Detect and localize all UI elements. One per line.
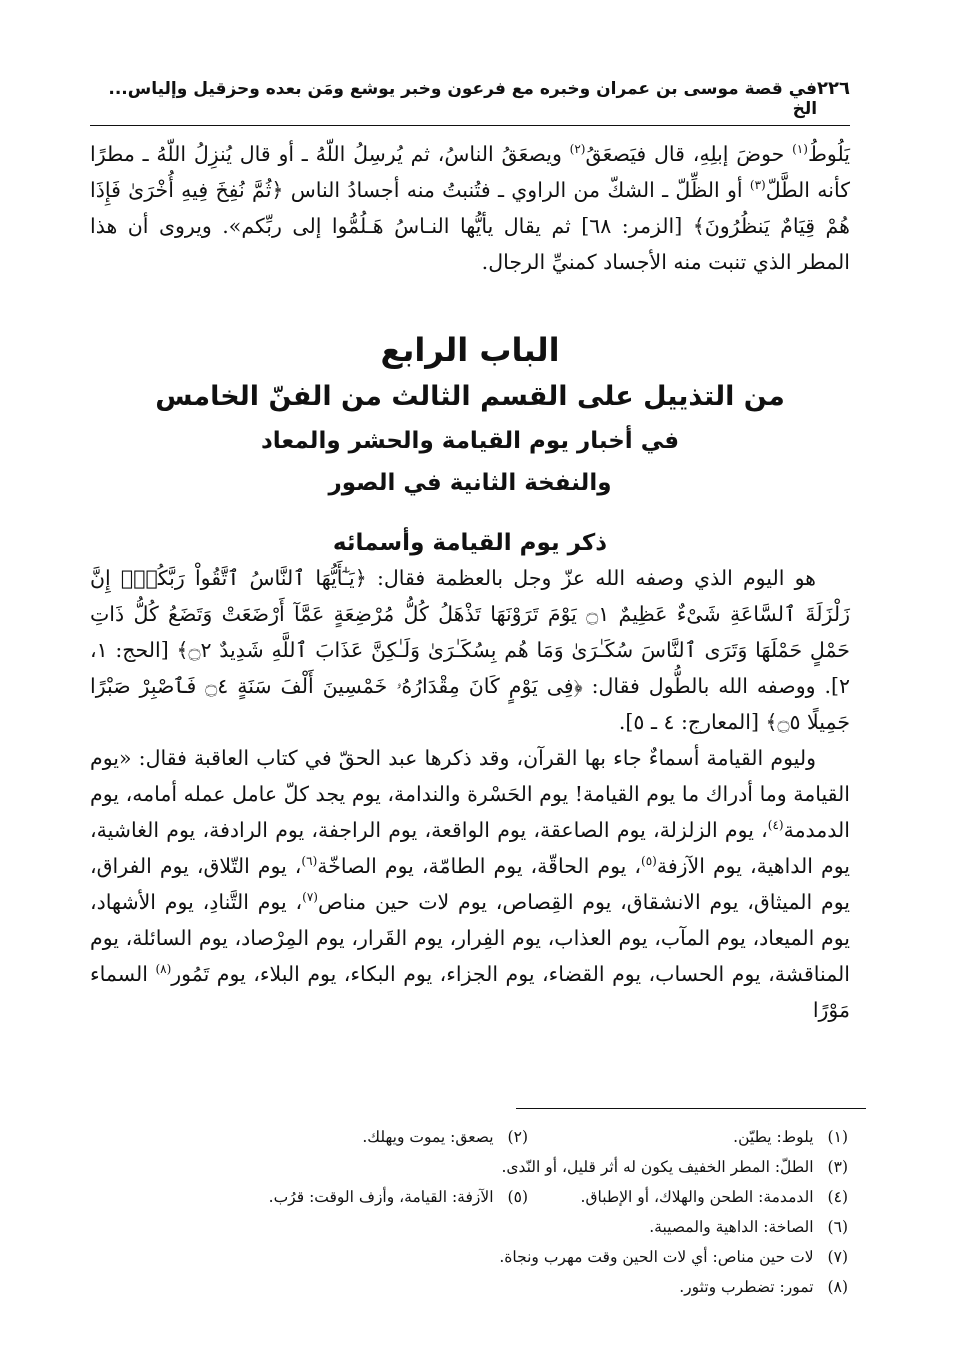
footnote-divider	[516, 1108, 866, 1109]
chapter-heading	[90, 326, 850, 504]
intro-text	[90, 136, 850, 280]
footnote-text: الطلّ: المطر الخفيف يكون له أثر قليل، أو النّدى.	[501, 1158, 814, 1176]
footnote-ref: (٢)	[569, 142, 586, 157]
chapter-subtitle: من التذييل على القسم الثالث من الفنّ الخامس	[155, 381, 785, 412]
footnotes	[106, 1122, 848, 1302]
running-title: في قصة موسى بن عمران وخبره مع فرعون وخبر يوشع ومَن بعده وحزقيل وإلياس... الخ	[108, 79, 818, 119]
text-run: ، يوم التّلاق، يوم الفراق، يوم الميثاق، يوم الانشقاق، يوم القِصاص، يوم لات حين مناص	[90, 854, 850, 914]
footnote-ref: (١)	[792, 142, 808, 157]
footnote-ref: (٦)	[301, 854, 318, 869]
text-run: أو الظِّلّ ـ الشكّ من الراوي ـ فتُنبتُ منه أجسادُ الناس ﴿ثُمَّ نُفِخَ فِيهِ أُخْرَىٰ فَإِذَا هُمْ قِيَامٌ يَنظُرُونَ﴾ [الزمر: ٦٨] ثم يقال يأيُّها النـاسُ هَـلُمُّوا إلى ربِّكم». ويروى أن هذا المطر الذي تنبت منه الأجساد كمنيِّ الرجال.	[90, 178, 850, 274]
section-title: ذكر يوم القيامة وأسمائه	[332, 530, 608, 556]
footnote-ref: (٥)	[641, 854, 657, 869]
footnote-number: (٨)	[827, 1278, 848, 1296]
footnote	[499, 1242, 848, 1272]
footnote-text: الآزفة: القيامة، وأزف الوقت: قرُب.	[268, 1188, 494, 1206]
chapter-subtitle: والنفخة الثانية في الصور	[328, 470, 612, 496]
footnote-text: الدمدمة: الطحن والهلاك، أو الإطباق.	[580, 1188, 814, 1206]
running-header	[90, 78, 850, 126]
footnote-text: يصعق: يموت ويهلك.	[362, 1128, 494, 1146]
footnote	[528, 1182, 848, 1212]
footnote-text: تمور: تضطرب وتثور.	[679, 1278, 814, 1296]
footnote-number: (٣)	[827, 1158, 848, 1176]
footnote	[501, 1152, 848, 1182]
footnote-ref: (٤)	[767, 818, 784, 833]
footnote-text: يلوط: يطيّن.	[733, 1128, 814, 1146]
footnote-row	[106, 1242, 848, 1272]
footnote	[679, 1272, 848, 1302]
footnote-number: (٦)	[827, 1218, 848, 1236]
page	[90, 78, 850, 1028]
footnote-number: (٥)	[507, 1188, 528, 1206]
chapter-subtitle: في أخبار يوم القيامة والحشر والمعاد	[260, 428, 680, 454]
footnote	[649, 1212, 848, 1242]
intro-paragraph	[90, 136, 850, 280]
footnote-number: (٤)	[827, 1188, 848, 1206]
text-run: حوضَ إبلِهِ، قال فيَصعَقُ	[585, 142, 793, 166]
footnote-row	[106, 1212, 848, 1242]
text-run: ويصعَقُ الناسُ، ثم يُرسِلُ اللّهُ ـ أو قال يُنزِلُ اللّهُ ـ مطرًا كأنه الطَّلّ	[90, 142, 850, 202]
text-run: وليوم القيامة أسماءٌ جاء بها القرآن، وقد ذكرها عبد الحقّ في كتاب العاقبة فقال: «يوم القيامة وما أدراك ما يوم القيامة! يوم الحَسْرة والندامة، يوم يجد كلّ عامل عمله أمامه، يوم الدمدمة	[90, 746, 850, 842]
footnote	[362, 1122, 528, 1152]
footnote	[528, 1122, 848, 1152]
footnote-number: (١)	[827, 1128, 848, 1146]
footnote-ref: (٣)	[749, 178, 766, 193]
page-number: ٢٢٦	[817, 78, 850, 99]
footnote-number: (٧)	[827, 1248, 848, 1266]
text-run: يَلُوطُ	[807, 142, 850, 166]
section-paragraph	[90, 740, 850, 1028]
chapter-title: الباب الرابع	[380, 331, 560, 369]
footnote-number: (٢)	[507, 1128, 528, 1146]
footnote-ref: (٨)	[155, 962, 172, 977]
text-run: ، يوم التَّنادِ، يوم الأشهاد، يوم الميعاد، يوم المآب، يوم العذاب، يوم الفِرار، يوم القَرار، يوم المِرْصاد، يوم السائلة، يوم المناقشة، يوم الحساب، يوم القضاء، يوم الجزاء، يوم البكاء، يوم البلاء، يوم تَمُور	[90, 890, 850, 986]
text-run: ، يوم الزلزلة، يوم الصاعقة، يوم الواقعة، يوم الراجفة، يوم الرادفة، يوم الغاشية، يوم الداهية، يوم الآزفة	[90, 818, 850, 878]
footnote-row	[106, 1152, 848, 1182]
footnote-row	[106, 1182, 848, 1212]
footnote-row	[106, 1122, 848, 1152]
footnote-row	[106, 1272, 848, 1302]
text-run: السماء مَوْرًا	[90, 962, 850, 1022]
text-run: ، يوم الحاقّة، يوم الطامّة، يوم الصاخّة	[317, 854, 642, 878]
footnote-ref: (٧)	[302, 890, 318, 905]
footnote-text: الصاخة: الداهية والمصيبة.	[649, 1218, 814, 1236]
section-paragraph: هو اليوم الذي وصفه الله عزّ وجل بالعظمة فقال: ﴿يَـٰٓأَيُّهَا ٱلنَّاسُ ٱتَّقُواْ رَبَّكُمْۚ إِنَّ زَلْزَلَةَ ٱلسَّاعَةِ شَىْءٌ عَظِيمٌ ۝١ يَوْمَ تَرَوْنَهَا تَذْهَلُ كُلُّ مُرْضِعَةٍ عَمَّآ أَرْضَعَتْ وَتَضَعُ كُلُّ ذَاتِ حَمْلٍ حَمْلَهَا وَتَرَى ٱلنَّاسَ سُكَـٰرَىٰ وَمَا هُم بِسُكَـٰرَىٰ وَلَـٰكِنَّ عَذَابَ ٱللَّهِ شَدِيدٌ ۝٢﴾ [الحج: ١، ٢]. ووصفه الله بالطُّول فقال: ﴿فِى يَوْمٍ كَانَ مِقْدَارُهُۥ خَمْسِينَ أَلْفَ سَنَةٍ ۝٤ فَٱصْبِرْ صَبْرًا جَمِيلًا ۝٥﴾ [المعارج: ٤ ـ ٥].	[90, 566, 850, 734]
footnote	[269, 1182, 528, 1212]
footnote-text: لات حين مناص: أي لات الحين وقت مهرب ونجاة.	[499, 1248, 814, 1266]
section-text	[90, 560, 850, 1028]
